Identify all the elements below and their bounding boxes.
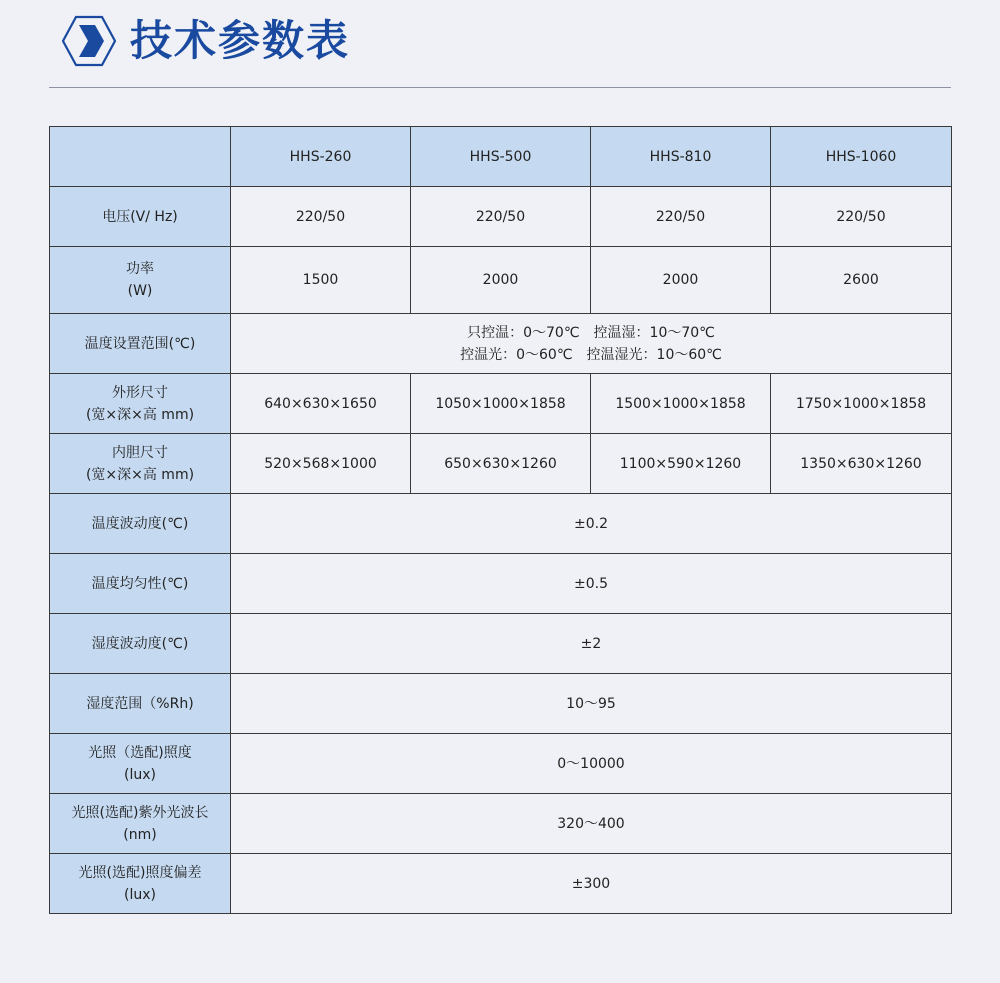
row-label-unit: (lux)	[124, 766, 156, 783]
row-label-unit: (W)	[127, 283, 153, 299]
table-row-light-illum	[50, 734, 952, 794]
row-label	[50, 434, 231, 494]
table-row-temp-fluct	[50, 494, 952, 554]
table-row-light-uv	[50, 794, 952, 854]
row-label: 电压(V/ Hz)	[50, 187, 231, 247]
row-label-line: 功率	[126, 261, 154, 277]
merged-value-cell: ±300	[231, 854, 952, 914]
page-title: 技术参数表	[130, 16, 351, 65]
row-label-line: 光照(选配)紫外光波长	[71, 804, 209, 821]
table-row-humid-range	[50, 674, 952, 734]
row-label: 湿度波动度(℃)	[50, 614, 231, 674]
row-label-unit: (nm)	[123, 826, 157, 843]
row-label: 湿度范围（%Rh)	[50, 674, 231, 734]
row-label	[50, 374, 231, 434]
value-cell: 2600	[771, 247, 952, 314]
merged-value-cell	[231, 314, 952, 374]
title-divider	[49, 87, 951, 88]
table-row-light-dev	[50, 854, 952, 914]
value-cell: 520×568×1000	[231, 434, 411, 494]
value-line: 控温光：0～60℃ 控温湿光：10～60℃	[460, 346, 722, 363]
table-row-temp-uniform	[50, 554, 952, 614]
page-header	[62, 14, 350, 68]
value-cell: 1750×1000×1858	[771, 374, 952, 434]
value-cell: 220/50	[411, 187, 591, 247]
merged-value-cell: 0～10000	[231, 734, 952, 794]
merged-value-cell: 320～400	[231, 794, 952, 854]
table-row-temp-range	[50, 314, 952, 374]
value-cell: 1050×1000×1858	[411, 374, 591, 434]
spec-table	[49, 126, 952, 914]
table-row-humid-fluct	[50, 614, 952, 674]
value-cell: 1350×630×1260	[771, 434, 952, 494]
model-header: HHS-260	[231, 127, 411, 187]
row-label	[50, 854, 231, 914]
row-label: 温度波动度(℃)	[50, 494, 231, 554]
row-label-unit: (宽×深×高 mm)	[85, 466, 195, 483]
model-header: HHS-810	[591, 127, 771, 187]
row-label-unit: (宽×深×高 mm)	[85, 406, 195, 423]
value-cell: 1500	[231, 247, 411, 314]
value-cell: 220/50	[231, 187, 411, 247]
table-row-models	[50, 127, 952, 187]
value-line: 只控温：0～70℃ 控温湿：10～70℃	[467, 324, 715, 341]
row-label	[50, 794, 231, 854]
merged-value-cell: ±0.2	[231, 494, 952, 554]
value-cell: 2000	[411, 247, 591, 314]
value-cell: 2000	[591, 247, 771, 314]
value-cell: 1100×590×1260	[591, 434, 771, 494]
row-label	[50, 734, 231, 794]
table-row-voltage	[50, 187, 952, 247]
row-label-line: 内胆尺寸	[112, 444, 168, 461]
value-cell: 220/50	[591, 187, 771, 247]
row-label-unit: (lux)	[124, 886, 156, 903]
row-label-line: 光照（选配)照度	[88, 744, 192, 761]
value-cell: 1500×1000×1858	[591, 374, 771, 434]
model-header: HHS-500	[411, 127, 591, 187]
row-label-line: 外形尺寸	[112, 384, 168, 401]
value-cell: 650×630×1260	[411, 434, 591, 494]
merged-value-cell: ±2	[231, 614, 952, 674]
row-label	[50, 247, 231, 314]
table-row-inner-size	[50, 434, 952, 494]
model-header: HHS-1060	[771, 127, 952, 187]
merged-value-cell: 10～95	[231, 674, 952, 734]
row-label: 温度设置范围(℃)	[50, 314, 231, 374]
table-row-outer-size	[50, 374, 952, 434]
merged-value-cell: ±0.5	[231, 554, 952, 614]
value-cell: 640×630×1650	[231, 374, 411, 434]
value-cell: 220/50	[771, 187, 952, 247]
table-row-power	[50, 247, 952, 314]
corner-cell	[50, 127, 231, 187]
chevron-logo-icon	[62, 14, 116, 68]
row-label: 温度均匀性(℃)	[50, 554, 231, 614]
row-label-line: 光照(选配)照度偏差	[78, 864, 202, 881]
